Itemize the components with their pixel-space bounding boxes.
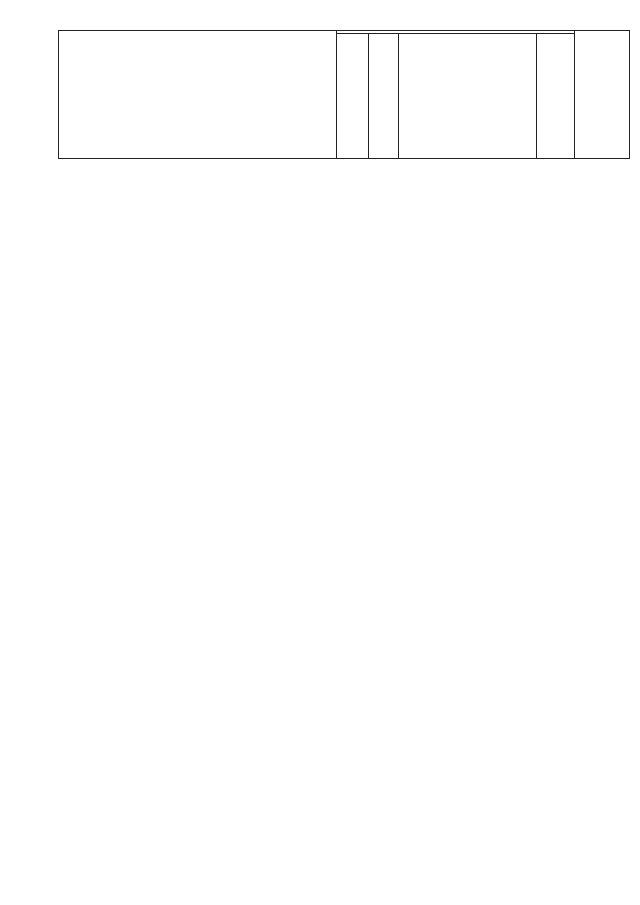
header-section	[337, 34, 369, 158]
header-codes	[337, 31, 575, 158]
budget-table	[58, 30, 630, 159]
header-year	[575, 31, 631, 158]
table-header	[58, 30, 630, 159]
header-name	[59, 31, 337, 158]
header-target	[399, 34, 537, 158]
header-expense-group	[537, 34, 575, 158]
header-subsection	[369, 34, 399, 158]
